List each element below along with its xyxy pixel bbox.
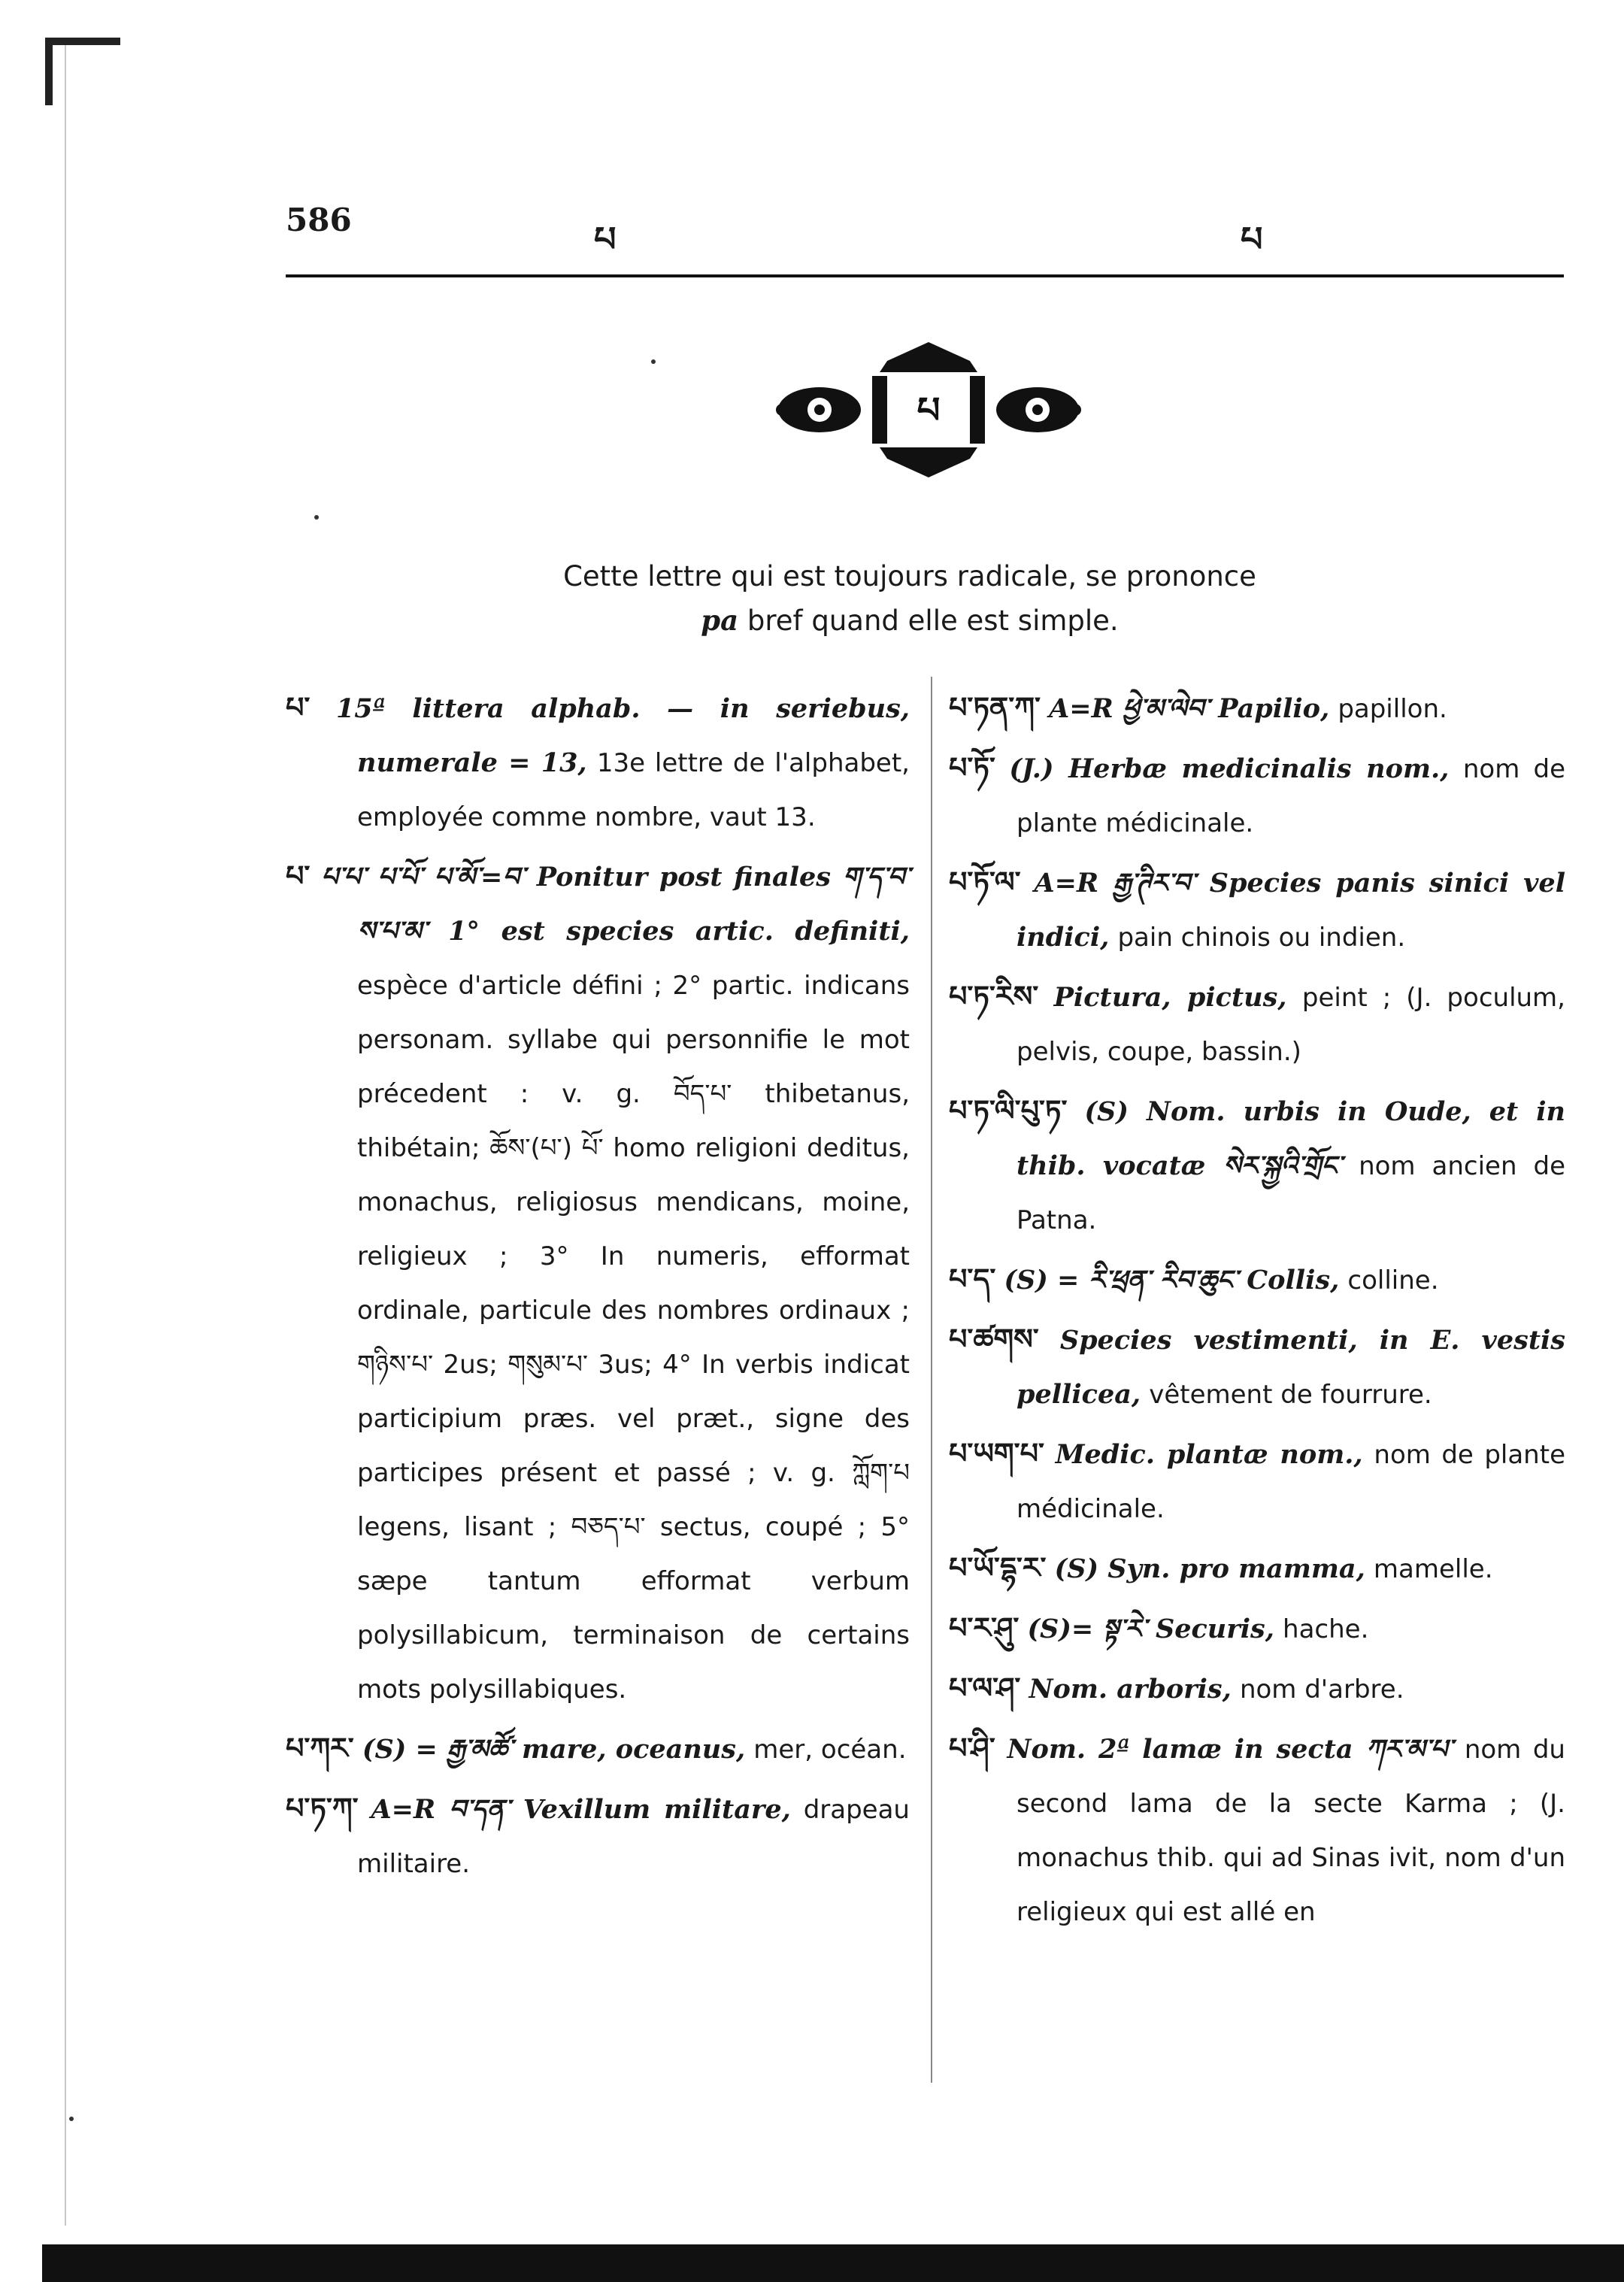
dictionary-entry xyxy=(949,1661,1565,1717)
intro-line-1: Cette lettre qui est toujours radicale, se prononce xyxy=(563,560,1256,592)
entry-latin: A=R བ་དན་ Vexillum militare, xyxy=(371,1794,791,1825)
entry-headword: པ་ཏ་ལི་པུ་ཏ་ xyxy=(949,1094,1068,1127)
entry-latin: (S)= སྟ་རེ་ Securis, xyxy=(1027,1614,1274,1644)
entry-latin: (S) = རྒྱ་མཚོ་ mare, oceanus, xyxy=(362,1734,746,1765)
entry-headword: པ་ཏན་ཀ་ xyxy=(949,691,1041,724)
entry-headword: པ་ཡག་པ་ xyxy=(949,1437,1044,1470)
dictionary-entry xyxy=(949,1426,1565,1536)
entry-french: nom d'arbre. xyxy=(1239,1674,1404,1705)
running-head xyxy=(286,202,1579,259)
entry-headword: པ་ xyxy=(286,691,311,724)
entry-headword: པ་ཚགས་ xyxy=(949,1323,1039,1356)
entry-french: peint ; (J. poculum, pelvis, coupe, bassin.) xyxy=(1017,983,1565,1067)
running-head-letter-right: པ xyxy=(1241,219,1263,259)
entry-french: nom ancien de Patna. xyxy=(1017,1151,1566,1235)
scan-speck xyxy=(314,515,319,520)
entry-headword: པ་ཀར་ xyxy=(286,1732,354,1765)
intro-pronunciation: pa xyxy=(701,604,739,637)
dictionary-entry xyxy=(949,1252,1565,1308)
entry-latin: (S) Nom. urbis in Oude, et in thib. vocatæ སེར་སྐྱའི་གྲོང་ xyxy=(1017,1096,1565,1181)
entry-latin: A=R ཕྱེ་མ་ལེབ་ Papilio, xyxy=(1049,693,1330,724)
dictionary-entry xyxy=(949,1312,1565,1422)
entry-headword: པ་ཏ་ཀ་ xyxy=(286,1792,359,1825)
dictionary-entry xyxy=(286,1781,910,1891)
entry-latin: Medic. plantæ nom., xyxy=(1055,1439,1363,1470)
entry-french: pain chinois ou indien. xyxy=(1117,923,1406,953)
entry-headword: པ་ལ་ཤ་ xyxy=(949,1671,1021,1705)
entry-latin: (J.) Herbæ medicinalis nom., xyxy=(1009,753,1450,784)
entry-french: hache. xyxy=(1283,1614,1369,1644)
entry-latin: A=R རྒྱ་ཊིར་བ་ Species panis sinici vel indici, xyxy=(1017,868,1565,953)
entry-latin: Species vestimenti, in E. vestis pellicea, xyxy=(1017,1325,1565,1410)
scan-bottom-edge xyxy=(42,2244,1624,2282)
entry-headword: པ་ར་ཤུ་ xyxy=(949,1611,1020,1644)
entry-latin: (S) = རི་ཕྲན་ རིབ་ཆུང་ Collis, xyxy=(1004,1265,1340,1296)
entry-headword: པ་ཏོ་ xyxy=(949,751,995,784)
scan-speck xyxy=(651,359,656,364)
entry-latin: Pictura, pictus, xyxy=(1053,982,1287,1013)
ornament-vignette xyxy=(767,331,1090,489)
entry-french: mamelle. xyxy=(1373,1554,1493,1584)
entry-french: espèce d'article défini ; 2° partic. indicans personam. syllabe qui personnifie le mot précedent : v. g. བོད་པ་ thibetanus, thibétain; ཆོས་(པ་) པོ་ homo religioni deditus, monachus, religiosus mendicans, moine, religieux ; 3° In numeris, efformat ordinale, particule des nombres ordinaux ; གཉིས་པ་ 2us; གསུམ་པ་ 3us; 4° In verbis indicat participium præs. vel præt., signe des participes présent et passé ; v. g. ཀློག་པ legens, lisant ; བཅད་པ་ sectus, coupé ; 5° sæpe tantum efformat verbum polysillabicum, terminaison de certains mots polysillabiques. xyxy=(357,971,910,1705)
left-column xyxy=(286,680,910,1896)
right-column xyxy=(949,680,1565,1944)
dictionary-entry xyxy=(949,1601,1565,1656)
running-head-letter-left: པ xyxy=(594,219,617,259)
entry-latin: (S) Syn. pro mamma, xyxy=(1054,1553,1365,1584)
entry-french: papillon. xyxy=(1338,694,1447,724)
entry-latin: Nom. arboris, xyxy=(1029,1674,1232,1705)
dictionary-entry xyxy=(949,741,1565,850)
dictionary-entry xyxy=(286,680,910,844)
header-rule xyxy=(286,274,1564,277)
scan-speck xyxy=(69,2117,74,2121)
scan-corner-mark xyxy=(45,38,120,45)
entry-french: drapeau militaire. xyxy=(357,1795,910,1879)
dictionary-entry xyxy=(949,1541,1565,1596)
entry-headword: པ་ཏ་རིས་ xyxy=(949,980,1039,1013)
entry-french: 13e lettre de l'alphabet, employée comme nombre, vaut 13. xyxy=(357,748,910,832)
entry-french: nom de plante médicinale. xyxy=(1017,1440,1565,1524)
intro-line-2 xyxy=(421,599,1398,643)
scan-corner-mark-vertical xyxy=(45,38,53,105)
entry-latin: 15ª littera alphab. — in seriebus, numerale = 13, xyxy=(335,693,910,778)
entry-french: nom de plante médicinale. xyxy=(1017,754,1565,838)
ornament-letter: པ xyxy=(917,389,941,432)
dictionary-entry xyxy=(286,1721,910,1777)
entry-headword: པ་ཡོ་དྷ་ར་ xyxy=(949,1551,1047,1584)
entry-french: nom du second lama de la secte Karma ; (J. monachus thib. qui ad Sinas ivit, nom d'un religieux qui est allé en xyxy=(1017,1735,1565,1927)
dictionary-entry xyxy=(949,855,1565,965)
entry-headword: པ་ xyxy=(286,859,311,892)
entry-latin: པ་པ་ པ་པོ་ པ་མོ་=བ་ Ponitur post finales ག་ད་བ་ས་པ་མ་ 1° est species artic. definiti, xyxy=(320,862,910,947)
dictionary-entry xyxy=(949,680,1565,736)
entry-headword: པ་ད་ xyxy=(949,1262,996,1296)
entry-french: vêtement de fourrure. xyxy=(1149,1380,1432,1410)
column-divider xyxy=(931,677,932,2083)
page-number: 586 xyxy=(286,202,352,238)
letter-introduction xyxy=(421,555,1398,643)
entry-french: colline. xyxy=(1347,1265,1439,1296)
entry-latin: Nom. 2ª lamæ in secta ཀར་མ་པ་ xyxy=(1007,1734,1453,1765)
entry-headword: པ་ཏོ་ལ་ xyxy=(949,865,1021,899)
dictionary-entry xyxy=(949,1083,1565,1247)
entry-french: mer, océan. xyxy=(753,1735,907,1765)
dictionary-entry xyxy=(949,969,1565,1079)
intro-line-2-rest: bref quand elle est simple. xyxy=(747,605,1119,637)
dictionary-entry xyxy=(949,1721,1565,1939)
page-edge-shadow xyxy=(65,45,66,2226)
entry-headword: པ་ཤི་ xyxy=(949,1732,995,1765)
dictionary-entry xyxy=(286,849,910,1717)
